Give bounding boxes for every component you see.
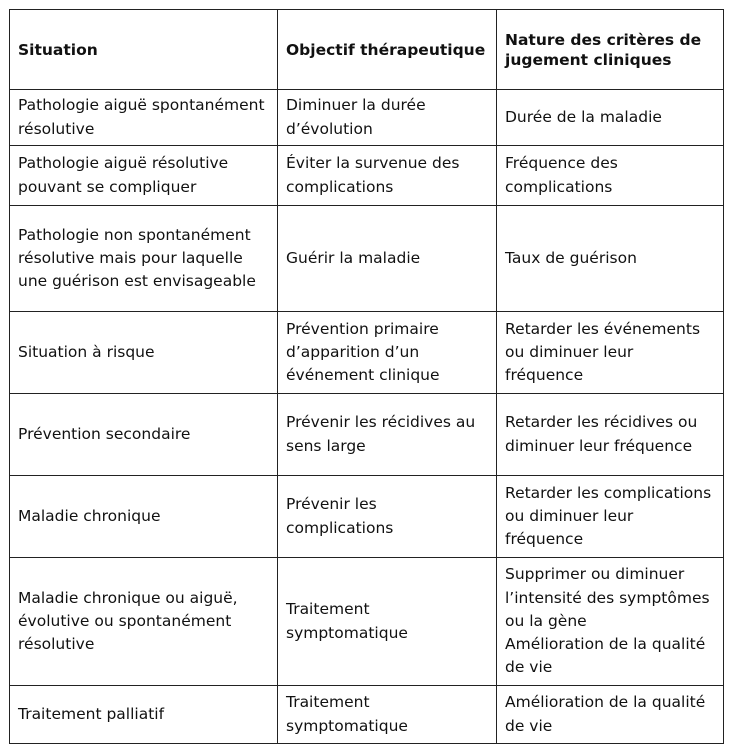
table-row [10, 146, 724, 206]
table-row [10, 394, 724, 476]
table-row [10, 686, 724, 744]
cell-objective: Traitement symptomatique [278, 686, 497, 744]
cell-situation: Pathologie non spontanément résolutive mais pour laquelle une guérison est envisageable [10, 206, 278, 312]
cell-criteria: Durée de la maladie [497, 90, 724, 146]
cell-criteria: Taux de guérison [497, 206, 724, 312]
cell-situation: Traitement palliatif [10, 686, 278, 744]
cell-criteria: Retarder les récidives ou diminuer leur fréquence [497, 394, 724, 476]
cell-situation: Maladie chronique [10, 476, 278, 558]
cell-situation: Maladie chronique ou aiguë, évolutive ou spontanément résolutive [10, 558, 278, 686]
cell-criteria: Amélioration de la qualité de vie [497, 686, 724, 744]
cell-criteria: Retarder les complications ou diminuer leur fréquence [497, 476, 724, 558]
cell-situation: Pathologie aiguë spontanément résolutive [10, 90, 278, 146]
cell-situation: Prévention secondaire [10, 394, 278, 476]
header-situation: Situation [10, 10, 278, 90]
cell-objective: Prévention primaire d’apparition d’un événement clinique [278, 312, 497, 394]
cell-criteria: Retarder les événements ou diminuer leur fréquence [497, 312, 724, 394]
cell-objective: Diminuer la durée d’évolution [278, 90, 497, 146]
cell-criteria: Supprimer ou diminuer l’intensité des symptômes ou la gène Amélioration de la qualité de vie [497, 558, 724, 686]
cell-objective: Traitement symptomatique [278, 558, 497, 686]
cell-objective: Prévenir les complications [278, 476, 497, 558]
therapeutic-objectives-table [9, 9, 724, 744]
header-criteria: Nature des critères de jugement cliniques [497, 10, 724, 90]
table-row [10, 206, 724, 312]
cell-criteria: Fréquence des complications [497, 146, 724, 206]
header-objective: Objectif thérapeutique [278, 10, 497, 90]
table-row [10, 90, 724, 146]
table-row [10, 476, 724, 558]
cell-objective: Prévenir les récidives au sens large [278, 394, 497, 476]
cell-objective: Éviter la survenue des complications [278, 146, 497, 206]
cell-situation: Pathologie aiguë résolutive pouvant se compliquer [10, 146, 278, 206]
table-row [10, 312, 724, 394]
header-row [10, 10, 724, 90]
cell-situation: Situation à risque [10, 312, 278, 394]
table-row [10, 558, 724, 686]
cell-objective: Guérir la maladie [278, 206, 497, 312]
